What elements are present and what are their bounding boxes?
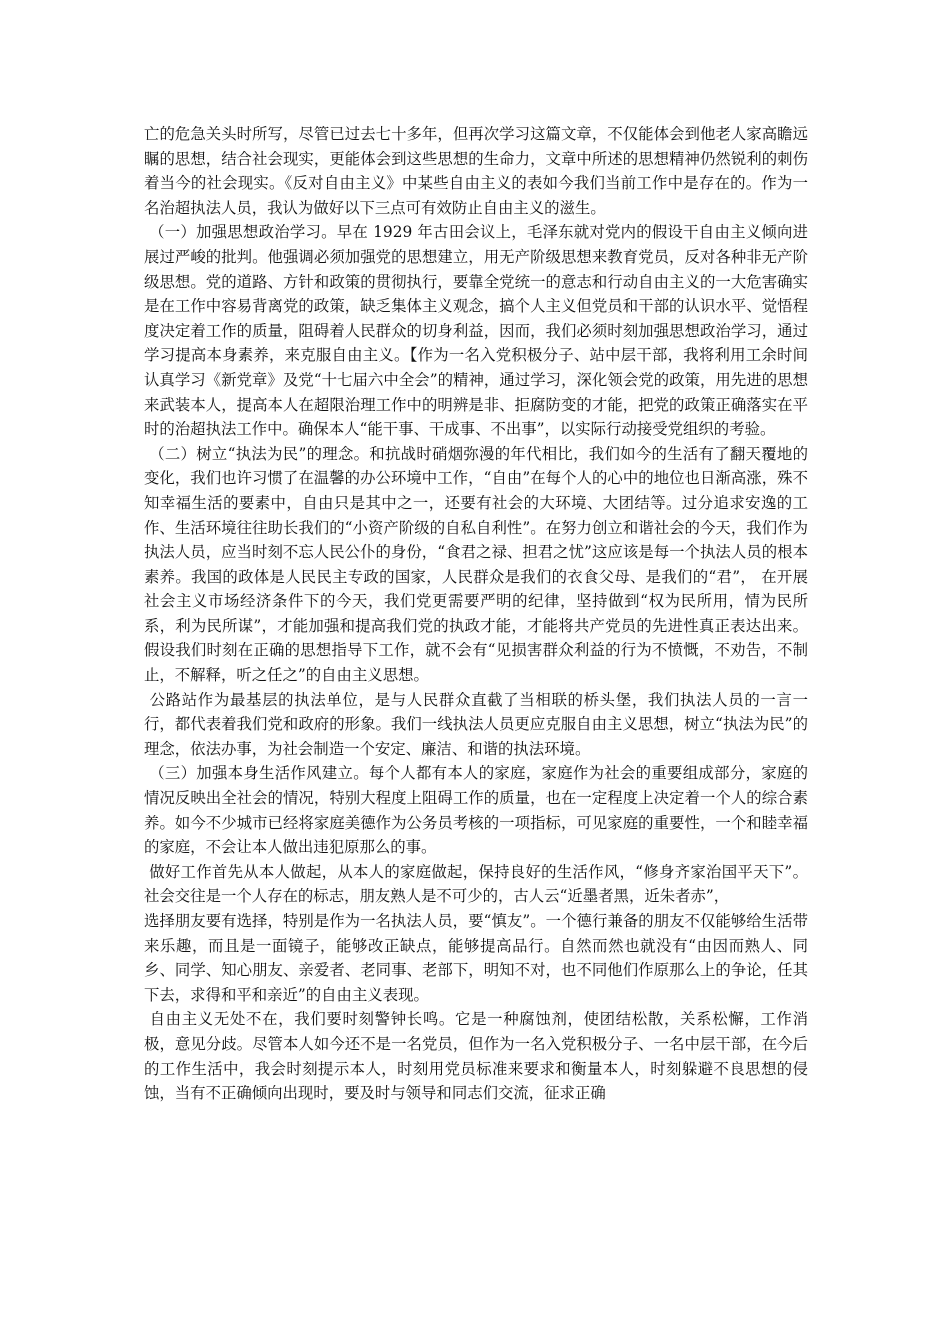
paragraph-section-two: （二）树立“执法为民”的理念。和抗战时硝烟弥漫的年代相比，我们如今的生活有了翻天覆地的变化，我们也许习惯了在温馨的办公环境中工作，“自由”在每个人的心中的地位也日渐高涨，殊不知幸福生活的要素中，自由只是其中之一，还要有社会的大环境、大团结等。过分追求安逸的工作、生活环境往往助长我们的“小资产阶级的自私自利性”。在努力创立和谐社会的今天，我们作为执法人员，应当时刻不忘人民公仆的身份，“食君之禄、担君之忧”这应该是每一个执法人员的根本素养。我国的政体是人民民主专政的国家，人民群众是我们的衣食父母、是我们的“君”， 在开展社会主义市场经济条件下的今天，我们党更需要严明的纪律，坚持做到“权为民所用，情为民所系，利为民所谋”，才能加强和提高我们党的执政才能，才能将共产党员的先进性真正表达出来。假设我们时刻在正确的思想指导下工作，就不会有“见损害群众利益的行为不愤慨，不劝告，不制止，不解释，听之任之”的自由主义思想。 [144,444,808,685]
paragraph-highway-station: 公路站作为最基层的执法单位，是与人民群众直截了当相联的桥头堡，我们执法人员的一言一行，都代表着我们党和政府的形象。我们一线执法人员更应克服自由主义思想，树立“执法为民”的理念，依法办事，为社会制造一个安定、廉洁、和谐的执法环境。 [144,690,808,758]
paragraph-section-three: （三）加强本身生活作风建立。每个人都有本人的家庭，家庭作为社会的重要组成部分，家庭的情况反映出全社会的情况，特别大程度上阻碍工作的质量，也在一定程度上决定着一个人的综合素养。如今不少城市已经将家庭美德作为公务员考核的一项指标，可见家庭的重要性，一个和睦幸福的家庭，不会让本人做出违犯原那么的事。 [144,764,808,857]
paragraph-self-conduct: 做好工作首先从本人做起，从本人的家庭做起，保持良好的生活作风，“修身齐家治国平天下”。社会交往是一个人存在的标志，朋友熟人是不可少的，古人云“近墨者黑，近朱者赤”， [144,862,808,906]
document-body [144,122,808,1106]
paragraph-choosing-friends: 选择朋友要有选择，特别是作为一名执法人员，要“慎友”。一个德行兼备的朋友不仅能够给生活带来乐趣，而且是一面镜子，能够改正缺点，能够提高品行。自然而然也就没有“由因而熟人、同乡、同学、知心朋友、亲爱者、老同事、老部下，明知不对，也不同他们作原那么上的争论，任其下去，求得和平和亲近”的自由主义表现。 [144,912,808,1004]
paragraph-intro-continuation: 亡的危急关头时所写，尽管已过去七十多年，但再次学习这篇文章，不仅能体会到他老人家高瞻远瞩的思想，结合社会现实，更能体会到这些思想的生命力，文章中所述的思想精神仍然锐利的刺伤着当今的社会现实。《反对自由主义》中某些自由主义的表如今我们当前工作中是存在的。作为一名治超执法人员，我认为做好以下三点可有效防止自由主义的滋生。 [144,125,808,217]
paragraph-conclusion: 自由主义无处不在，我们要时刻警钟长鸣。它是一种腐蚀剂，使团结松散，关系松懈，工作消极，意见分歧。尽管本人如今还不是一名党员，但作为一名入党积极分子、一名中层干部，在今后的工作生活中，我会时刻提示本人，时刻用党员标准来要求和衡量本人，时刻躲避不良思想的侵蚀，当有不正确倾向出现时，要及时与领导和同志们交流，征求正确 [144,1010,808,1103]
paragraph-section-one: （一）加强思想政治学习。早在 1929 年古田会议上，毛泽东就对党内的假设干自由主义倾向进展过严峻的批判。他强调必须加强党的思想建立，用无产阶级思想来教育党员，反对各种非无产阶级思想。党的道路、方针和政策的贯彻执行，要靠全党统一的意志和行动自由主义的一大危害确实是在工作中容易背离党的政策，缺乏集体主义观念，搞个人主义但党员和干部的认识水平、觉悟程度决定着工作的质量，阻碍着人民群众的切身利益，因而，我们必须时刻加强思想政治学习，通过学习提高本身素养，来克服自由主义。【作为一名入党积极分子、站中层干部，我将利用工余时间认真学习《新党章》及党“十七届六中全会”的精神，通过学习，深化领会党的政策，用先进的思想来武装本人，提高本人在超限治理工作中的明辨是非、拒腐防变的才能，把党的政策正确落实在平时的治超执法工作中。确保本人“能干事、干成事、不出事”，以实际行动接受党组织的考验。 [144,223,808,439]
